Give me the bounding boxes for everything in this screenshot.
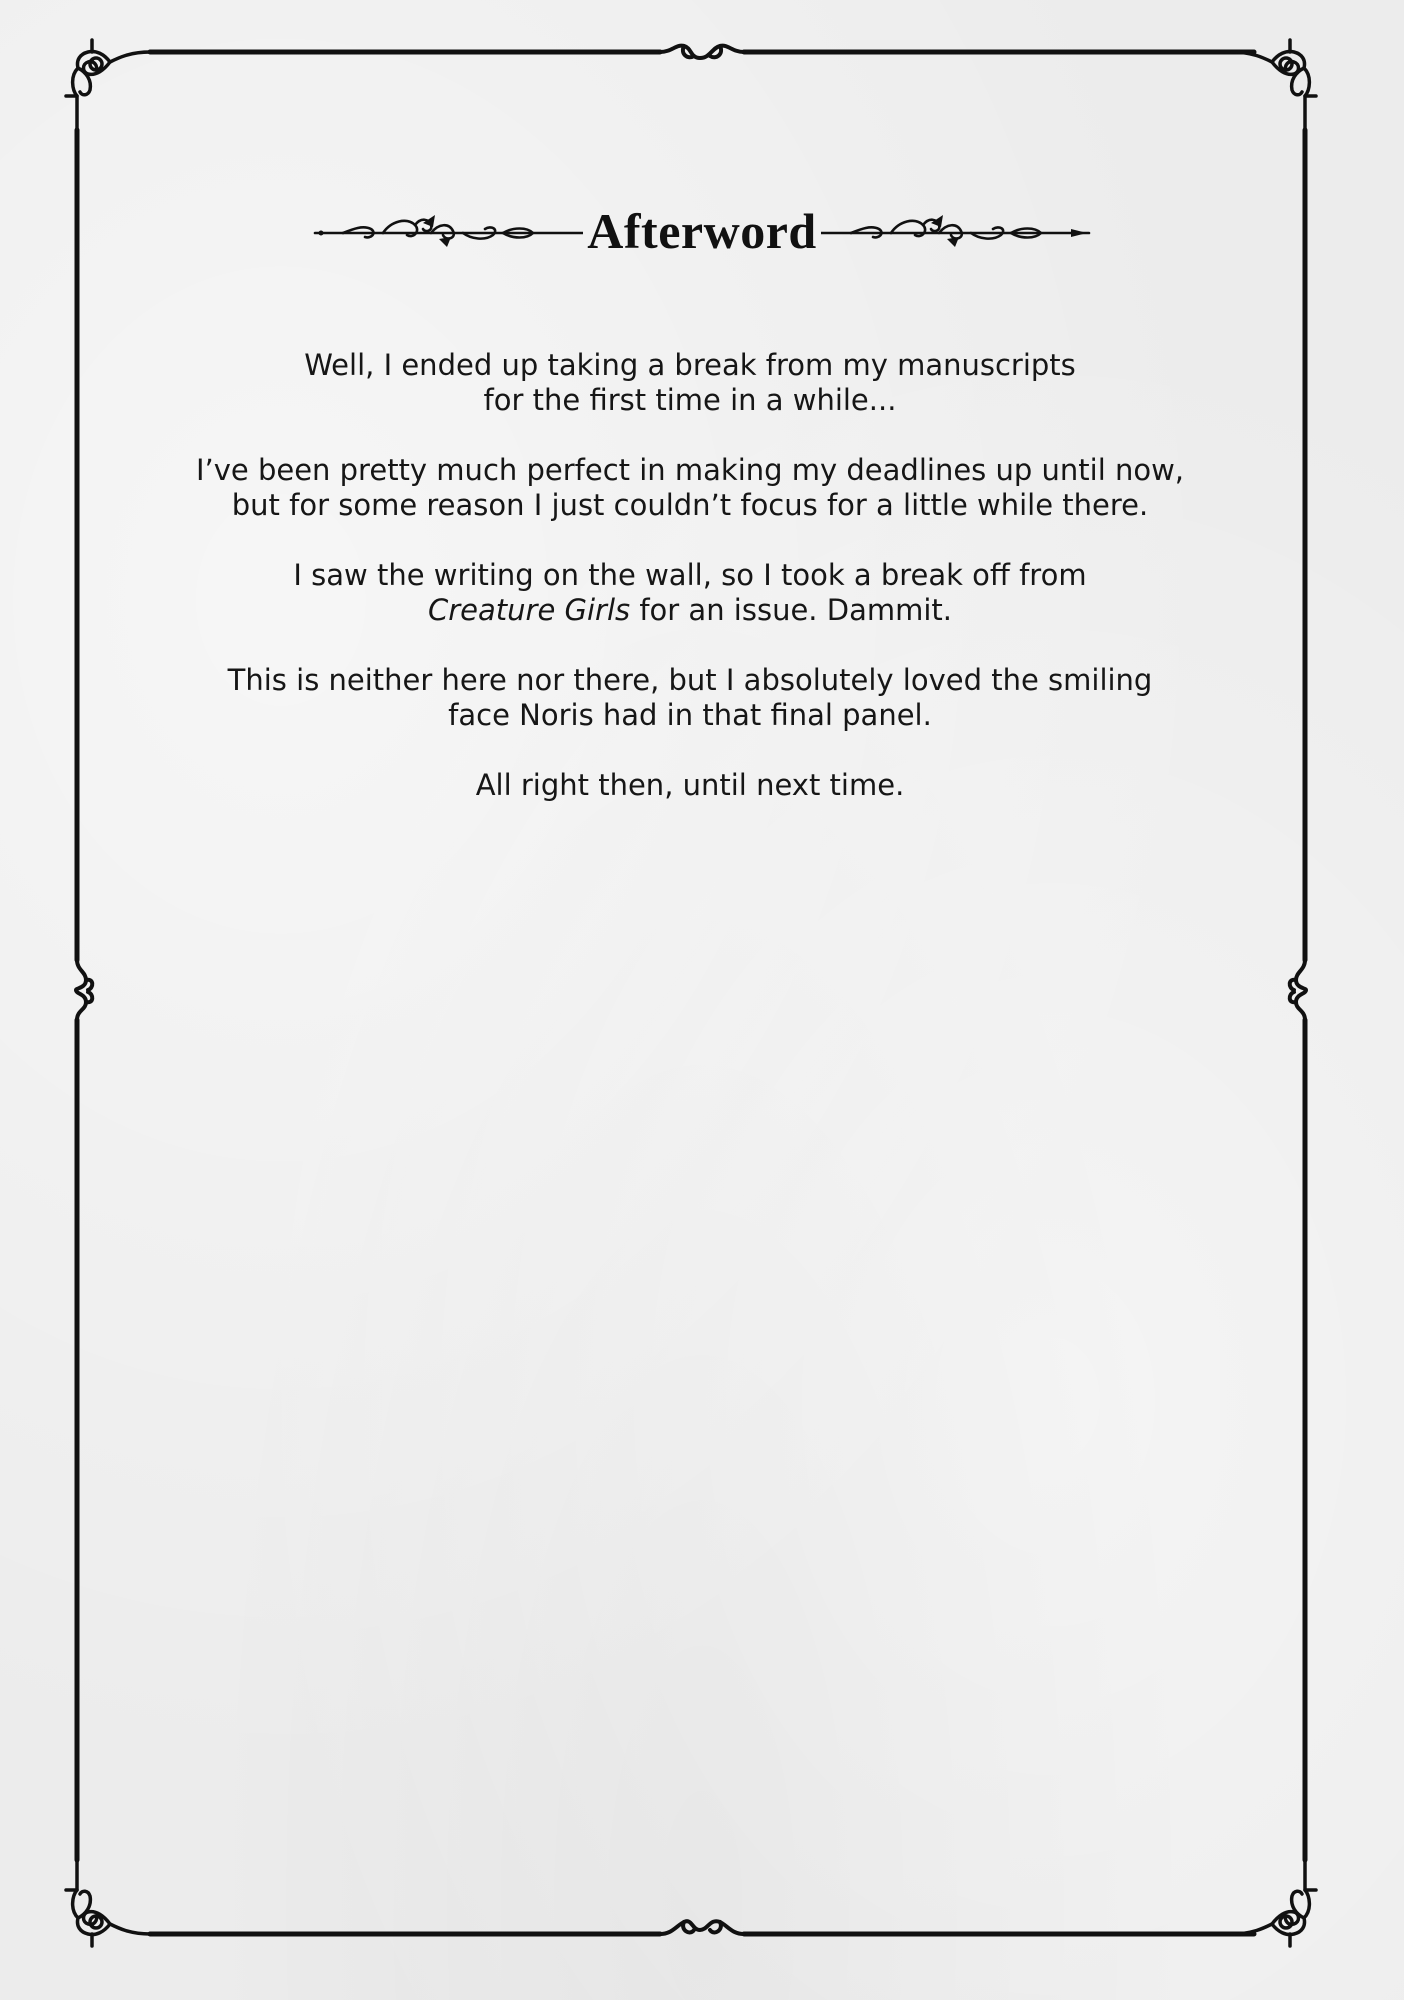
vine-flourish-left-icon [313, 211, 583, 251]
page-title: Afterword [587, 203, 817, 259]
vine-flourish-right-icon [821, 211, 1091, 251]
paragraph-line: but for some reason I just couldn’t focus for a little while there. [231, 488, 1149, 522]
frame-corner-top-left-icon [66, 40, 150, 130]
paragraph-line: for the first time in a while... [483, 383, 897, 417]
title-row [0, 196, 1404, 266]
frame-corner-bottom-right-icon [1232, 1860, 1316, 1946]
frame-corner-top-right-icon [1232, 40, 1316, 130]
paragraph-5 [160, 768, 1220, 803]
paragraph-line: face Noris had in that final panel. [448, 698, 932, 732]
series-title-italic: Creature Girls [427, 593, 631, 627]
frame-top-knot-icon [660, 46, 744, 58]
paragraph-line: This is neither here nor there, but I absolutely loved the smiling [227, 663, 1153, 697]
paragraph-3 [160, 558, 1220, 628]
paragraph-1 [160, 348, 1220, 418]
frame-bottom-knot-icon [660, 1921, 744, 1934]
frame-left-knot-icon [76, 960, 92, 1020]
paragraph-line: All right then, until next time. [475, 768, 905, 802]
paragraph-2 [160, 453, 1220, 523]
paragraph-line: Well, I ended up taking a break from my manuscripts [304, 348, 1076, 382]
paragraph-4 [160, 663, 1220, 733]
paragraph-line-rest: for an issue. Dammit. [630, 593, 952, 627]
paragraph-line: I’ve been pretty much perfect in making my deadlines up until now, [195, 453, 1185, 487]
frame-corner-bottom-left-icon [66, 1860, 150, 1946]
afterword-body [160, 348, 1220, 803]
frame-right-knot-icon [1290, 960, 1306, 1020]
paragraph-line-with-title [160, 593, 1220, 628]
paragraph-line: I saw the writing on the wall, so I took a break off from [293, 558, 1087, 592]
